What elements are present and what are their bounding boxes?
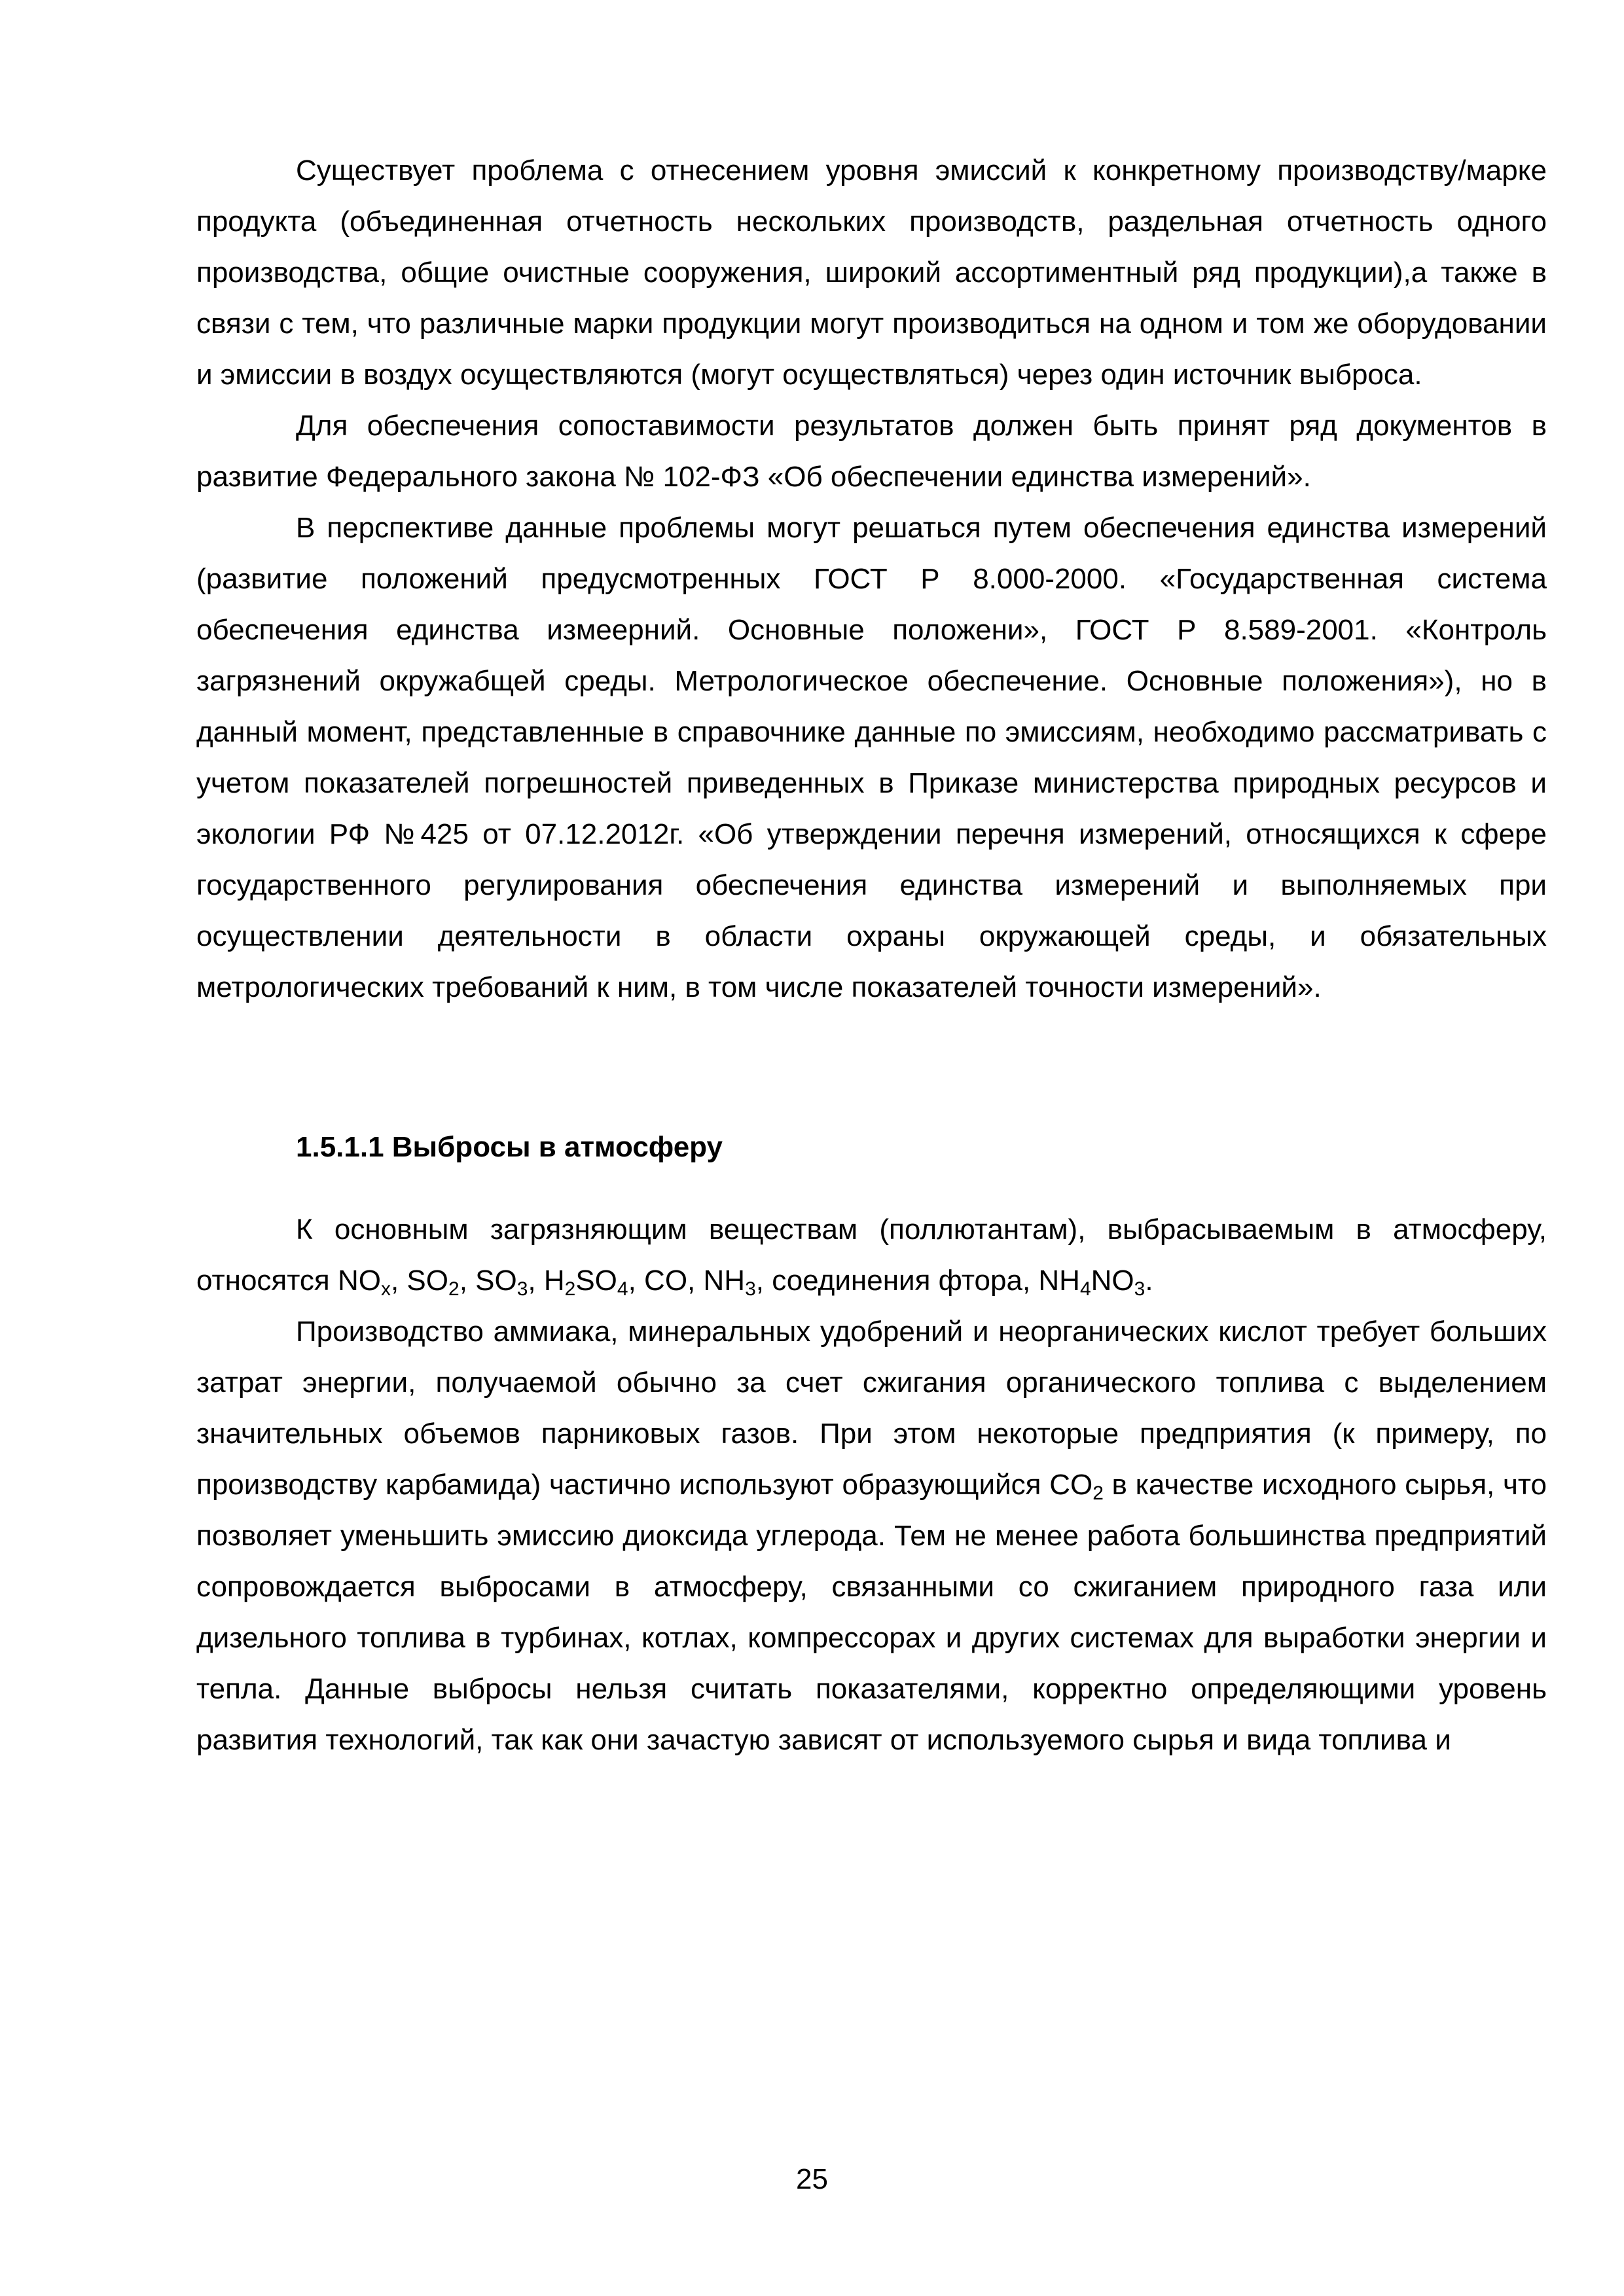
paragraph-comparability: Для обеспечения сопоставимости результатов должен быть принят ряд документов в развитие Федерального закона № 102-ФЗ «Об обеспечении единства измерений».: [196, 410, 1547, 493]
section-heading: 1.5.1.1 Выбросы в атмосферу: [296, 1131, 723, 1163]
formula-h2so4: $H_2SO_4$: [543, 1265, 628, 1300]
formula-co2: $CO_2$: [1049, 1469, 1104, 1504]
formula-nh4no3: $NH_4NO_3$: [1038, 1265, 1146, 1300]
formula-nox: $NO_x$: [337, 1265, 391, 1300]
formula-so3: $SO_3$: [475, 1265, 528, 1300]
paragraph-measurement-uniformity: В перспективе данные проблемы могут решаться путем обеспечения единства измерений (развитие положений предусмотренных ГОСТ Р 8.000-2000. «Государственная система обеспечения единства измеерний. Основные положени», ГОСТ Р 8.589-2001. «Контроль загрязнений окружабщей среды. Метрологическое обеспечение. Основные положения»), но в данный момент, представленные в справочнике данные по эмиссиям, необходимо рассматривать с учетом показателей погрешностей приведенных в Приказе министерства природных ресурсов и экологии РФ №425 от 07.12.2012г. «Об утверждении перечня измерений, относящихся к сфере государственного регулирования обеспечения единства измерений и выполняемых при осуществлении деятельности в области охраны окружающей среды, и обязательных метрологических требований к ним, в том числе показателей точности измерений».: [196, 512, 1547, 1003]
paragraph-emission-attribution: Существует проблема с отнесением уровня эмиссий к конкретному производству/марке продукта (объединенная отчетность нескольких производств, раздельная отчетность одного производства, общие очистные сооружения, широкий ассортиментный ряд продукции),а также в связи с тем, что различные марки продукции могут производиться на одном и том же оборудовании и эмиссии в воздух осуществляются (могут осуществляться) через один источник выброса.: [196, 154, 1547, 391]
paragraph-pollutants: К основным загрязняющим веществам (поллютантам), выбрасываемым в атмосферу, относятся $NO_x$, $SO_2$, $SO_3$, $H_2SO_4$, CO, $NH_3$, соединения фтора, $NH_4NO_3$.: [196, 1213, 1547, 1300]
formula-so2: $SO_2$: [406, 1265, 460, 1300]
page-number: 25: [796, 2163, 828, 2195]
page-body: [196, 145, 1547, 1766]
formula-nh3: $NH_3$: [703, 1265, 756, 1300]
paragraph-production-energy: Производство аммиака, минеральных удобрений и неорганических кислот требует больших затрат энергии, получаемой обычно за счет сжигания органического топлива с выделением значительных объемов парниковых газов. При этом некоторые предприятия (к примеру, по производству карбамида) частично используют образующийся $CO_2$ в качестве исходного сырья, что позволяет уменьшить эмиссию диоксида углерода. Тем не менее работа большинства предприятий сопровождается выбросами в атмосферу, связанными со сжиганием природного газа или дизельного топлива в турбинах, котлах, компрессорах и других системах для выработки энергии и тепла. Данные выбросы нельзя считать показателями, корректно определяющими уровень развития технологий, так как они зачастую зависят от используемого сырья и вида топлива и: [196, 1316, 1547, 1756]
formula-co: CO: [644, 1265, 688, 1297]
